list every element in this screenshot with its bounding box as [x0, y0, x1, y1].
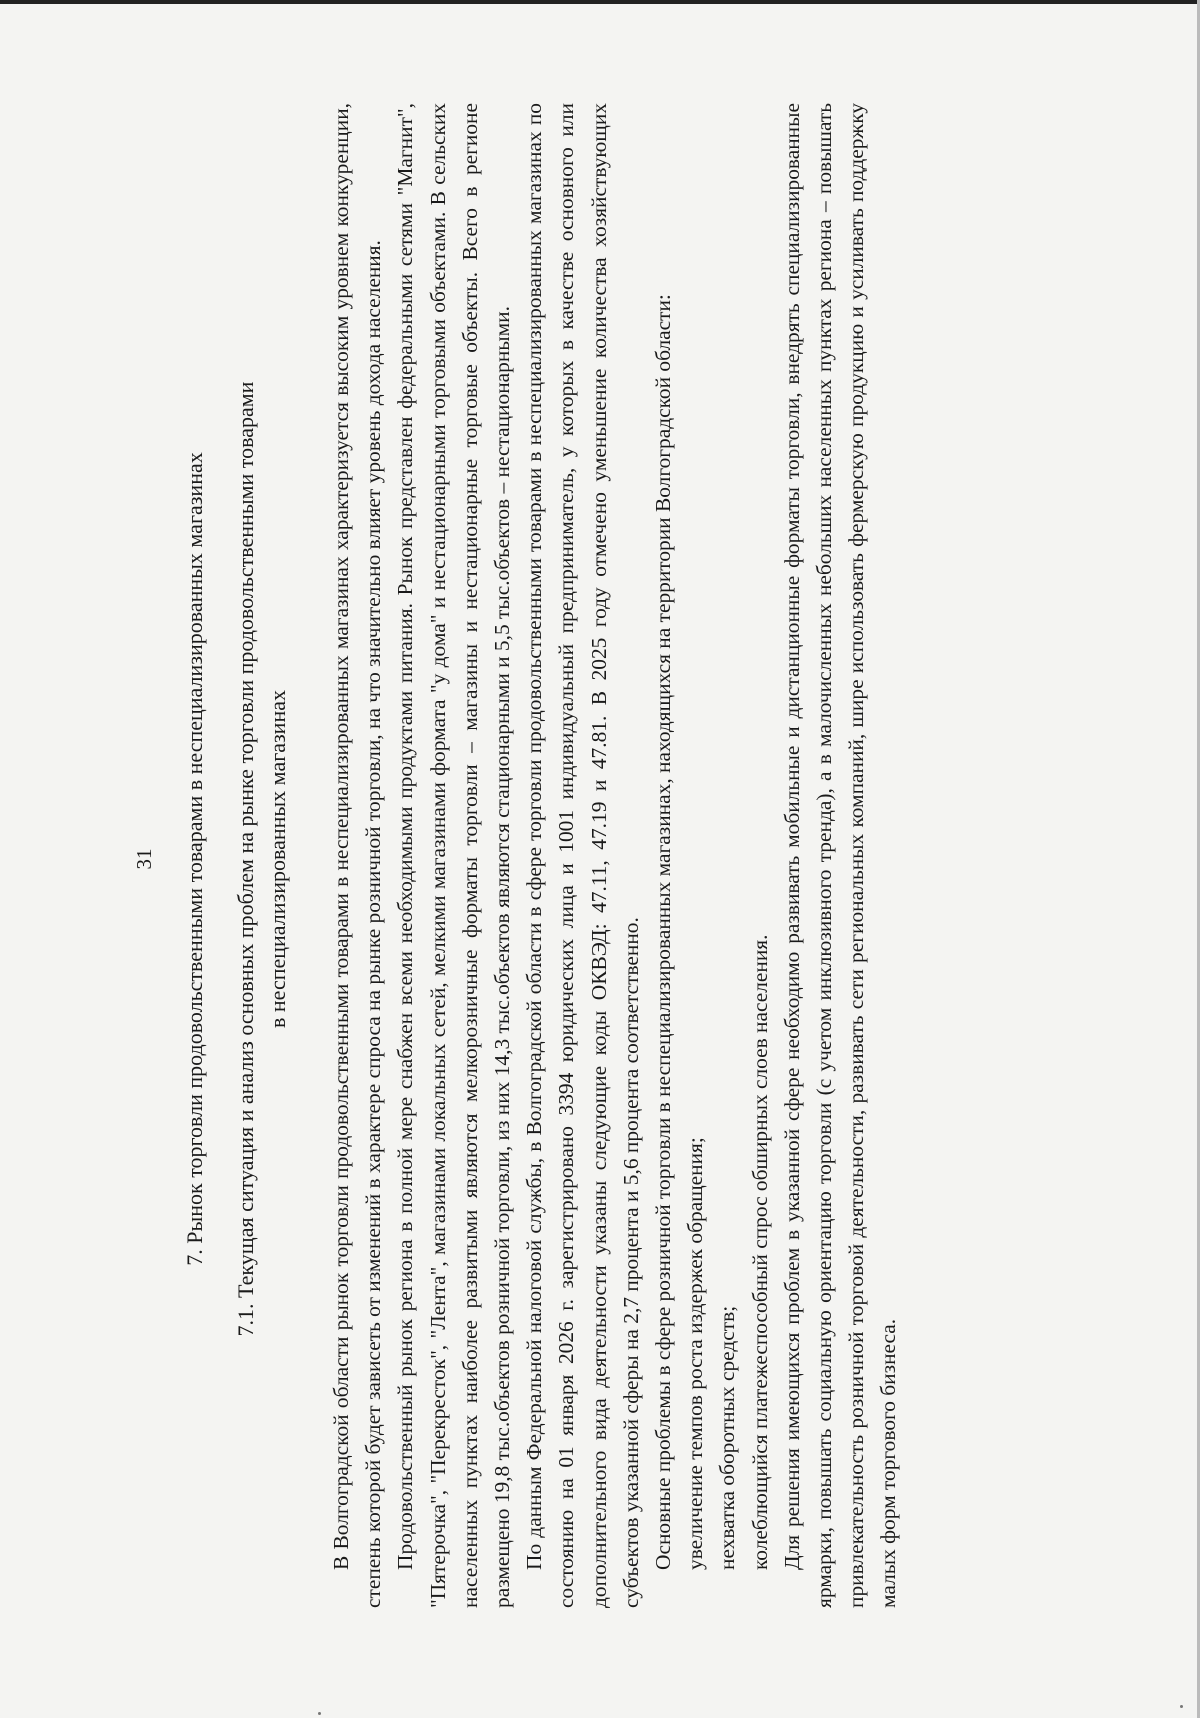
paragraph-main-problems: Основные проблемы в сфере розничной торговли в неспециализированных магазинах, находящихся на территории Волгоградской области: [651, 294, 676, 1570]
subsection-title-line-2: в неспециализированных магазинах [265, 690, 290, 1029]
paragraph-tax-service-data: По данным Федеральной налоговой службы, в Волгоградской области в сфере торговли продовольственными товарами в неспециализированных магазинах по состоянию на 01 января 2026 г. зарегистрировано 3394 юридических лица и 1001 индивидуальный предприниматель, у которых в качестве основного или дополнительного вида деятельности указаны следующие коды ОКВЭД: 47.11, 47.19 и 47.81. В 2025 году отмечено уменьшение количества хозяйствующих субъектов указанной сферы на 2,7 процента и 5,6 процента соответственно. [522, 103, 643, 1608]
list-item-demand: колеблющийся платежеспособный спрос обширных слоев населения. [747, 934, 772, 1570]
list-item-costs: увеличение темпов роста издержек обращения; [683, 1137, 708, 1570]
paragraph-food-market: Продовольственный рынок региона в полной мере снабжен всеми необходимыми продуктами питания. Рынок представлен федеральными сетями "Магнит", "Пятерочка", "Перекресток", "Лента", магазинами локальных сетей, мелкими магазинами формата "у дома" и нестационарными торговыми объектами. В сельских населенных пунктах наиболее развитыми являются мелкорозничные форматы торговли – магазины и нестационарные торговые объекты. Всего в регионе размещено 19,8 тыс.объектов розничной торговли, из них 14,3 тыс.объектов являются стационарными и 5,5 тыс.объектов – нестационарными. [393, 103, 515, 1608]
scan-speck [318, 1712, 321, 1715]
paragraph-competition: В Волгоградской области рынок торговли продовольственными товарами в неспециализированных магазинах характеризуется высоким уровнем конкуренции, степень которой будет зависеть от изменений в характере спроса на рынке розничной торговли, на что значительно влияет уровень дохода населения. [329, 103, 386, 1608]
scan-speck [1180, 1705, 1183, 1708]
section-title: 7. Рынок торговли продовольственными товарами в неспециализированных магазинах [182, 452, 207, 1266]
document-body [325, 103, 905, 1608]
subsection-title [230, 0, 294, 1718]
list-item-working-capital: нехватка оборотных средств; [715, 1305, 740, 1570]
paragraph-solutions: Для решения имеющихся проблем в указанной сфере необходимо развивать мобильные и дистанционные форматы торговли, внедрять специализированные ярмарки, повышать социальную ориентацию торговли (с учетом инклюзивного тренда), а в малочисленных небольших населенных пунктах региона – повышать привлекательность розничной торговой деятельности, развивать сети региональных компаний, шире использовать фермерскую продукцию и усиливать поддержку малых форм торгового бизнеса. [779, 103, 901, 1608]
subsection-title-line-1: 7.1. Текущая ситуация и анализ основных проблем на рынке торговли продовольственными товарами [233, 381, 258, 1337]
page-number: 31 [132, 848, 156, 870]
